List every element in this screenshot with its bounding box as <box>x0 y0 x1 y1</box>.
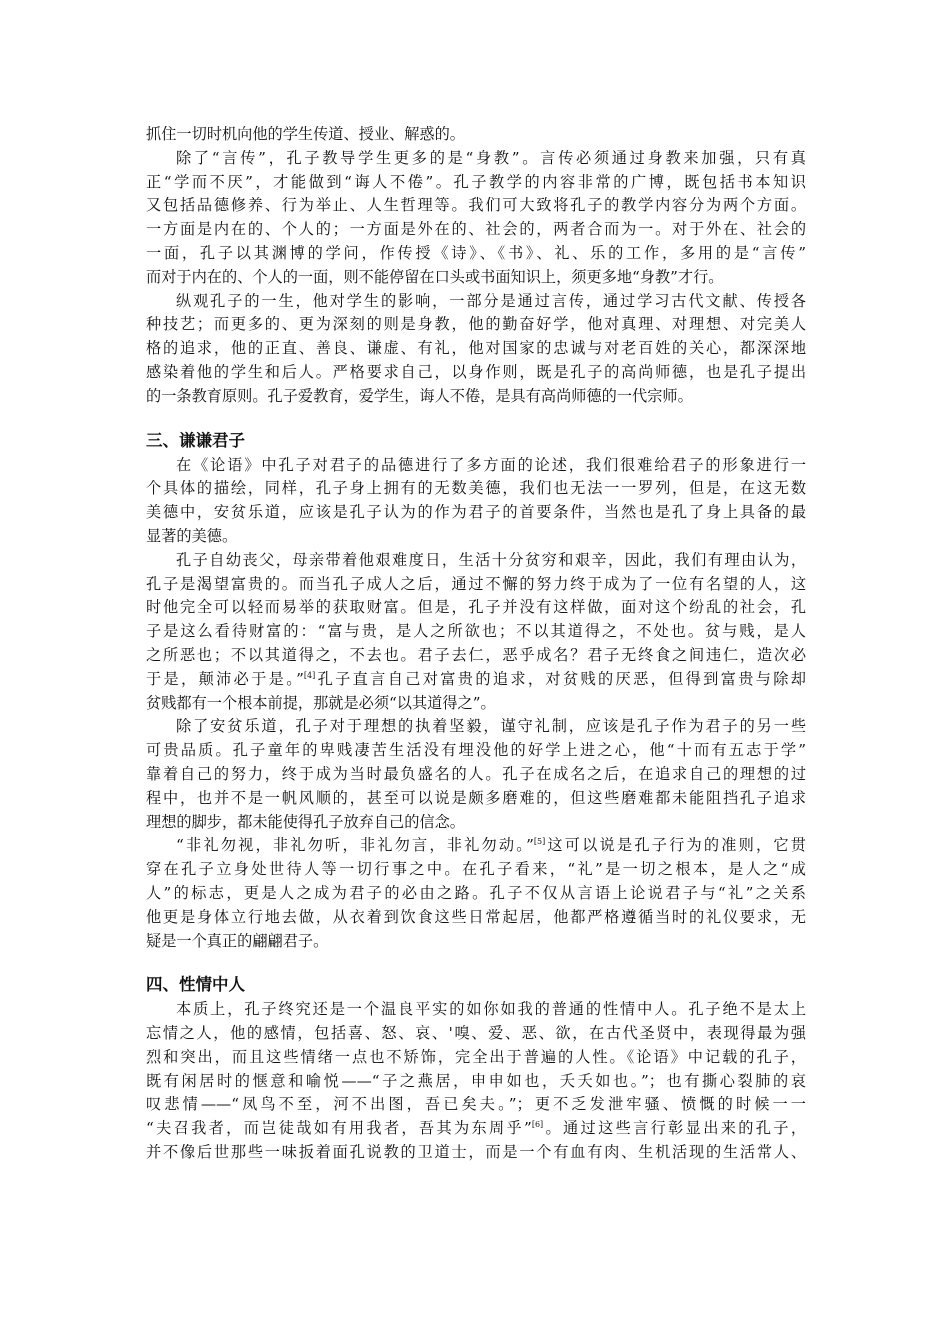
text-line: 靠着自己的努力，终于成为当时最负盛名的人。孔子在成名之后，在追求自己的理想的过 <box>146 764 806 783</box>
citation-mark: [6] <box>531 1120 544 1130</box>
text-line: 除了“言传”，孔子教导学生更多的是“身教”。言传必须通过身教来加强，只有真 <box>176 148 806 167</box>
text-segment: “夫召我者，而岂徒哉如有用我者，吾其为东周乎” <box>146 1119 532 1138</box>
citation-mark: [5] <box>533 837 546 847</box>
text-line: 并不像后世那些一味扳着面孔说教的卫道士，而是一个有血有肉、生机活现的生活常人、 <box>146 1143 806 1162</box>
text-line: 孔子是渴望富贵的。而当孔子成人之后，通过不懈的努力终于成为了一位有名望的人，这 <box>146 574 806 593</box>
section-2-continuation <box>146 123 806 409</box>
text-line: 子是这么看待财富的：“富与贵，是人之所欲也；不以其道得之，不处也。贫与贱，是人 <box>146 622 806 641</box>
text-line: 正“学而不厌”，才能做到“诲人不倦”。孔子教学的内容非常的广博，既包括书本知识 <box>146 172 806 191</box>
text-line: 一面，孔子以其渊博的学问，作传授《诗》、《书》、礼、乐的工作，多用的是“言传” <box>146 243 806 262</box>
text-line: 抓住一切时机向他的学生传道、授业、解惑的。 <box>146 125 465 143</box>
text-line: 贫贱都有一个根本前提，那就是必须“以其道得之”。 <box>146 693 496 712</box>
text-line: 既有闲居时的惬意和喻悦——“子之燕居，申申如也，夭夭如也。”；也有撕心裂肺的哀 <box>146 1071 806 1090</box>
section-heading: 四、性情中人 <box>146 975 245 995</box>
text-line: 穿在孔子立身处世待人等一切行事之中。在孔子看来，“礼”是一切之根本，是人之“成 <box>146 860 806 879</box>
text-line: 又包括品德修养、行为举止、人生哲理等。我们可大致将孔子的教学内容分为两个方面。 <box>146 196 806 215</box>
text-segment: 于是，颠沛必于是。” <box>146 669 304 688</box>
text-line: 人”的标志，更是人之成为君子的必由之路。孔子不仅从言语上论说君子与“礼”之关系 <box>146 883 806 902</box>
text-segment: 这可以说是孔子行为的准则，它贯 <box>545 836 806 855</box>
text-segment: 孔子直言自己对富贵的追求，对贫贱的厌恶，但得到富贵与除却 <box>315 669 806 688</box>
text-line: 种技艺；而更多的、更为深刻的则是身教，他的勤奋好学，他对真理、对理想、对完美人 <box>146 315 806 334</box>
text-line: 格的追求，他的正直、善良、谦虚、有礼，他对国家的忠诚与对老百姓的关心，都深深地 <box>146 339 806 358</box>
text-line: 程中，也并不是一帆风顺的，甚至可以说是颇多磨难的，但这些磨难都未能阻挡孔子追求 <box>146 788 806 807</box>
text-line: 而对于内在的、个人的一面，则不能停留在口头或书面知识上，须更多地“身教”才行。 <box>146 267 724 286</box>
text-line: 显著的美德。 <box>146 526 238 545</box>
text-line: 之所恶也；不以其道得之，不去也。君子去仁，恶乎成名？君子无终食之间违仁，造次必 <box>146 645 806 664</box>
text-line: 纵观孔子的一生，他对学生的影响，一部分是通过言传，通过学习古代文献、传授各 <box>176 291 806 310</box>
text-line: 美德中，安贫乐道，应该是孔子认为的作为君子的首要条件，当然也是孔了身上具备的最 <box>146 503 806 522</box>
text-line: 疑是一个真正的翩翩君子。 <box>146 931 329 950</box>
section-heading: 三、谦谦君子 <box>146 430 245 450</box>
text-line: 个具体的描绘，同样，孔子身上拥有的无数美德，我们也无法一一罗列，但是，在这无数 <box>146 479 806 498</box>
text-line: 感染着他的学生和后人。严格要求自己，以身作则，既是孔子的高尚师德，也是孔子提出 <box>146 362 806 381</box>
text-line: 时他完全可以轻而易举的获取财富。但是，孔子并没有这样做，面对这个纷乱的社会，孔 <box>146 598 806 617</box>
text-line <box>146 668 806 692</box>
text-line: 除了安贫乐道，孔子对于理想的执着坚毅，谨守礼制，应该是孔子作为君子的另一些 <box>176 717 806 736</box>
text-line: 理想的脚步，都未能使得孔子放弃自己的信念。 <box>146 812 465 831</box>
text-line: 烈和突出，而且这些情绪一点也不矫饰，完全出于普遍的人性。《论语》中记载的孔子， <box>146 1047 806 1066</box>
citation-mark: [4] <box>303 670 316 680</box>
text-segment: “非礼勿视，非礼勿听，非礼勿言，非礼勿动。” <box>176 836 534 855</box>
section-4 <box>146 971 806 1165</box>
text-line: 孔子自幼丧父，母亲带着他艰难度日，生活十分贫穷和艰辛，因此，我们有理由认为， <box>176 550 806 569</box>
text-line: 本质上，孔子终究还是一个温良平实的如你如我的普通的性情中人。孔子绝不是太上 <box>176 1000 806 1019</box>
text-line <box>146 1117 806 1141</box>
text-line: 他更是身体立行地去做，从衣着到饮食这些日常起居，他都严格遵循当时的礼仪要求，无 <box>146 907 806 926</box>
text-line: 一方面是内在的、个人的；一方面是外在的、社会的，两者合而为一。对于外在、社会的 <box>146 220 806 239</box>
section-3 <box>146 427 806 954</box>
text-line <box>146 834 806 858</box>
document-body <box>146 123 806 1165</box>
text-line: 忘情之人，他的感情，包括喜、怒、哀、'嗅、爱、恶、欲，在古代圣贤中，表现得最为强 <box>146 1024 806 1043</box>
text-line: 的一条教育原则。孔子爱教育，爱学生，诲人不倦，是具有高尚师德的一代宗师。 <box>146 386 693 405</box>
text-segment: 。通过这些言行彰显出来的孔子， <box>543 1119 807 1138</box>
text-line: 叹悲情——“凤鸟不至，河不出图，吾已矣夫。”；更不乏发泄牢骚、愤慨的时候一一 <box>146 1095 806 1114</box>
text-line: 可贵品质。孔子童年的卑贱凄苦生活没有埋没他的好学上进之心，他“十而有五志于学” <box>146 741 806 760</box>
text-line: 在《论语》中孔子对君子的品德进行了多方面的论述，我们很难给君子的形象进行一 <box>176 455 806 474</box>
